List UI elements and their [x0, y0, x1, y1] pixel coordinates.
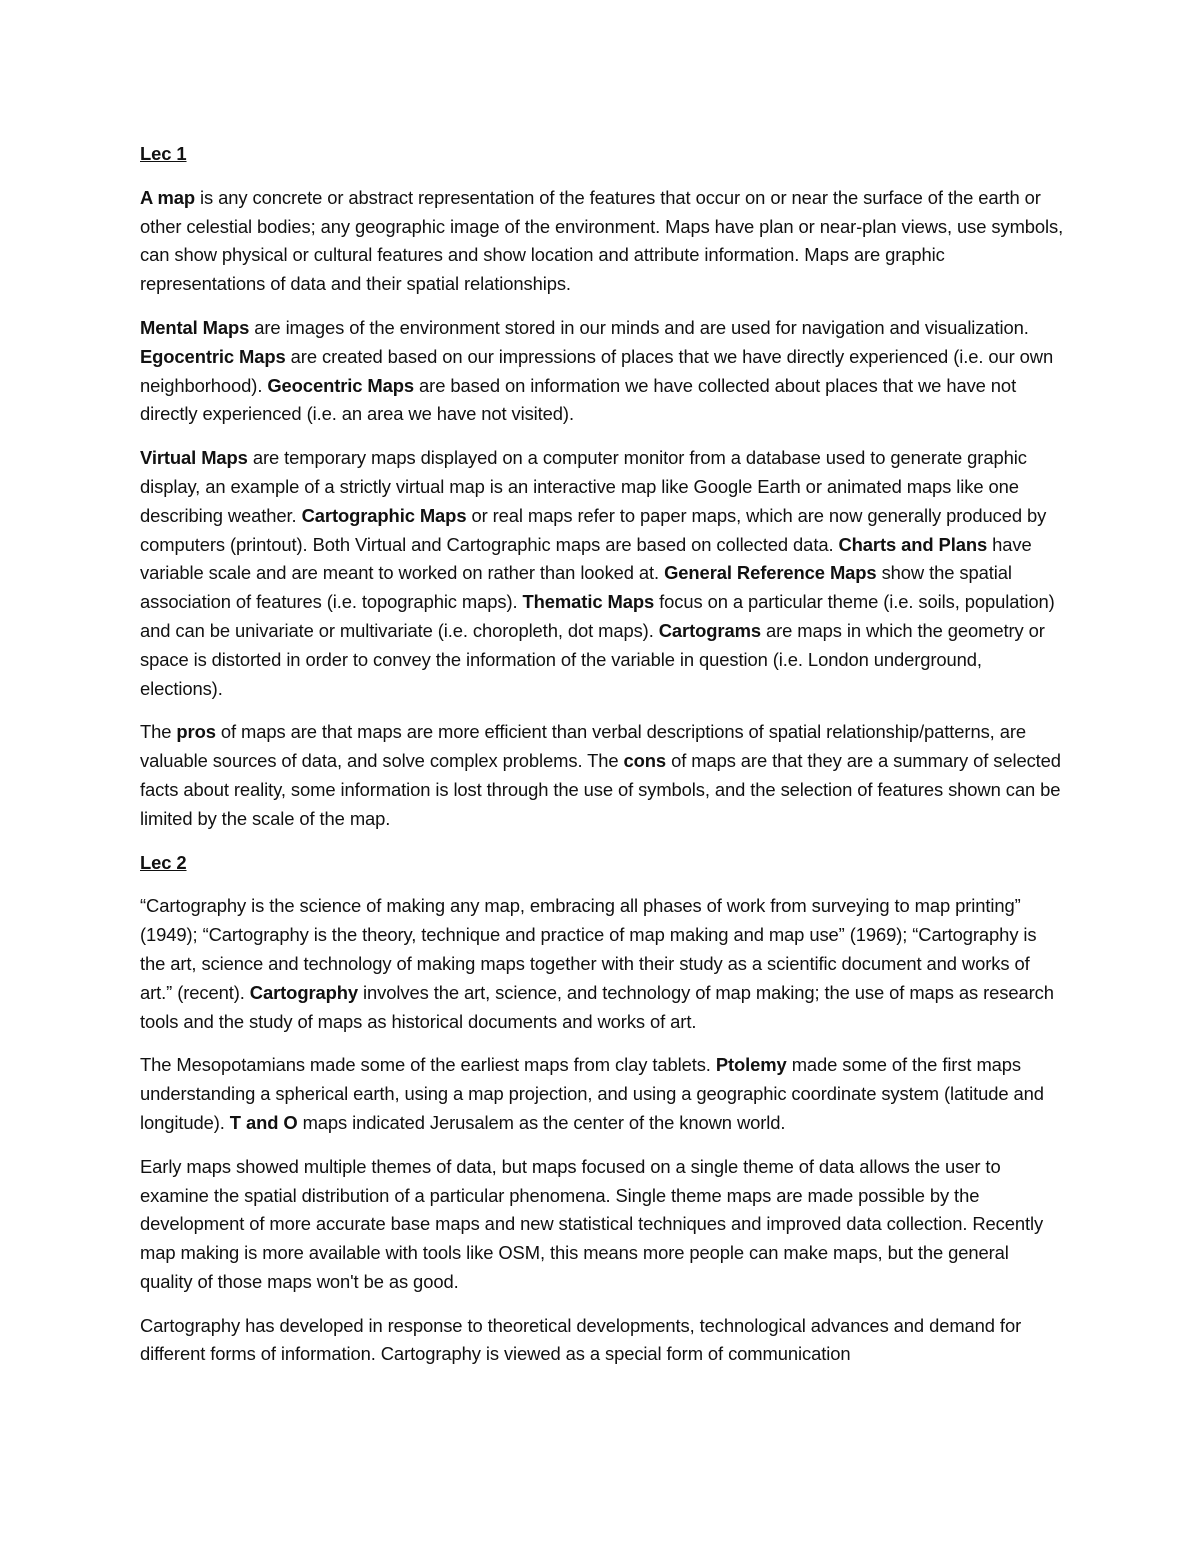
paragraph-history — [140, 1051, 1065, 1137]
paragraph-text: “Cartography is the science of making any map, embracing all phases of work from surveying to map printing” (1949); “Cartography is the theory, technique and practice of map making and map use” (1969); “Cartography is the art, science and technology of making maps together with their study as a scientific document and works of art.” (recent). — [140, 895, 1037, 1003]
section-heading-lec-2: Lec 2 — [140, 851, 187, 873]
paragraph-pros-cons — [140, 718, 1065, 833]
paragraph-mental-maps — [140, 314, 1065, 429]
paragraph-text: are created based on our impressions of places that we have directly experienced (i.e. our own neighborhood). — [140, 345, 1054, 396]
paragraph-text: The Mesopotamians made some of the earliest maps from clay tablets. — [140, 1054, 716, 1076]
paragraph-text: focus on a particular theme (i.e. soils, population) and can be univariate or multivariate (i.e. choropleth, dot maps). — [140, 591, 1055, 641]
paragraph-text: made some of the first maps understanding a spherical earth, using a map projection, and using a geographic coordinate system (latitude and longitude). — [140, 1054, 1044, 1133]
term-ptolemy: Ptolemy — [715, 1054, 787, 1076]
paragraph-map-definition — [140, 184, 1065, 299]
paragraph-text: The — [140, 721, 177, 743]
paragraph-text: involves the art, science, and technology of map making; the use of maps as research tools and the study of maps as historical documents and works of art. — [140, 981, 1054, 1032]
paragraph-text: of maps are that they are a summary of selected facts about reality, some information is lost through the use of symbols, and the selection of features shown can be limited by the scale of the map. — [140, 750, 1061, 829]
term-geocentric-maps: Geocentric Maps — [267, 374, 415, 396]
section-heading-lec-1: Lec 1 — [140, 143, 187, 164]
term-cons: cons — [623, 750, 667, 772]
paragraph-text: Cartography has developed in response to theoretical developments, technological advances and demand for different forms of information. Cartography is viewed as a special form of communication — [140, 1314, 1022, 1365]
paragraph-text: is any concrete or abstract representation of the features that occur on or near the surface of the earth or other celestial bodies; any geographic image of the environment. Maps have plan or near-plan views, use symbols, can show physical or cultural features and show location and attribute information. Maps are graphic representations of data and their spatial relationships. — [140, 186, 1064, 295]
paragraph-text: are images of the environment stored in our minds and are used for navigation and visualization. — [249, 316, 1029, 338]
paragraph-cartography-development — [140, 1312, 1065, 1370]
term-egocentric-maps: Egocentric Maps — [140, 345, 286, 367]
paragraph-text: show the spatial association of features (i.e. topographic maps). — [140, 562, 1012, 613]
paragraph-text: are temporary maps displayed on a computer monitor from a database used to generate graphic display, an example of a strictly virtual map is an interactive map like Google Earth or animated maps like one describing weather. — [140, 447, 1027, 526]
term-cartographic-maps: Cartographic Maps — [301, 504, 467, 526]
term-virtual-maps: Virtual Maps — [140, 447, 248, 469]
paragraph-text: of maps are that maps are more efficient than verbal descriptions of spatial relationship/patterns, are valuable sources of data, and solve complex problems. The — [140, 721, 1026, 772]
term-t-and-o: T and O — [229, 1111, 298, 1133]
term-pros: pros — [176, 721, 216, 743]
term-a-map: A map — [140, 186, 196, 208]
document-page — [140, 140, 1065, 1384]
term-mental-maps: Mental Maps — [140, 316, 250, 338]
term-cartography: Cartography — [249, 981, 359, 1003]
paragraph-text: are based on information we have collected about places that we have not directly experienced (i.e. an area we have not visited). — [140, 374, 1017, 425]
paragraph-early-maps — [140, 1153, 1065, 1297]
paragraph-cartography-definitions — [140, 892, 1065, 1036]
term-thematic-maps: Thematic Maps — [522, 591, 655, 613]
term-cartograms: Cartograms — [658, 619, 761, 641]
paragraph-text: Early maps showed multiple themes of data, but maps focused on a single theme of data allows the user to examine the spatial distribution of a particular phenomena. Single theme maps are made possible by the development of more accurate base maps and new statistical techniques and improved data collection. Recently map making is more available with tools like OSM, this means more people can make maps, but the general quality of those maps won't be as good. — [140, 1155, 1044, 1292]
term-charts-and-plans: Charts and Plans — [838, 533, 988, 555]
paragraph-text: have variable scale and are meant to worked on rather than looked at. — [140, 533, 1032, 584]
paragraph-text: maps indicated Jerusalem as the center of the known world. — [297, 1111, 786, 1133]
paragraph-virtual-maps — [140, 444, 1065, 703]
term-general-reference-maps: General Reference Maps — [664, 562, 877, 584]
paragraph-text: or real maps refer to paper maps, which are now generally produced by computers (printout). Both Virtual and Cartographic maps are based on collected data. — [140, 504, 1047, 555]
paragraph-text: are maps in which the geometry or space is distorted in order to convey the information of the variable in question (i.e. London underground, elections). — [140, 619, 1045, 699]
